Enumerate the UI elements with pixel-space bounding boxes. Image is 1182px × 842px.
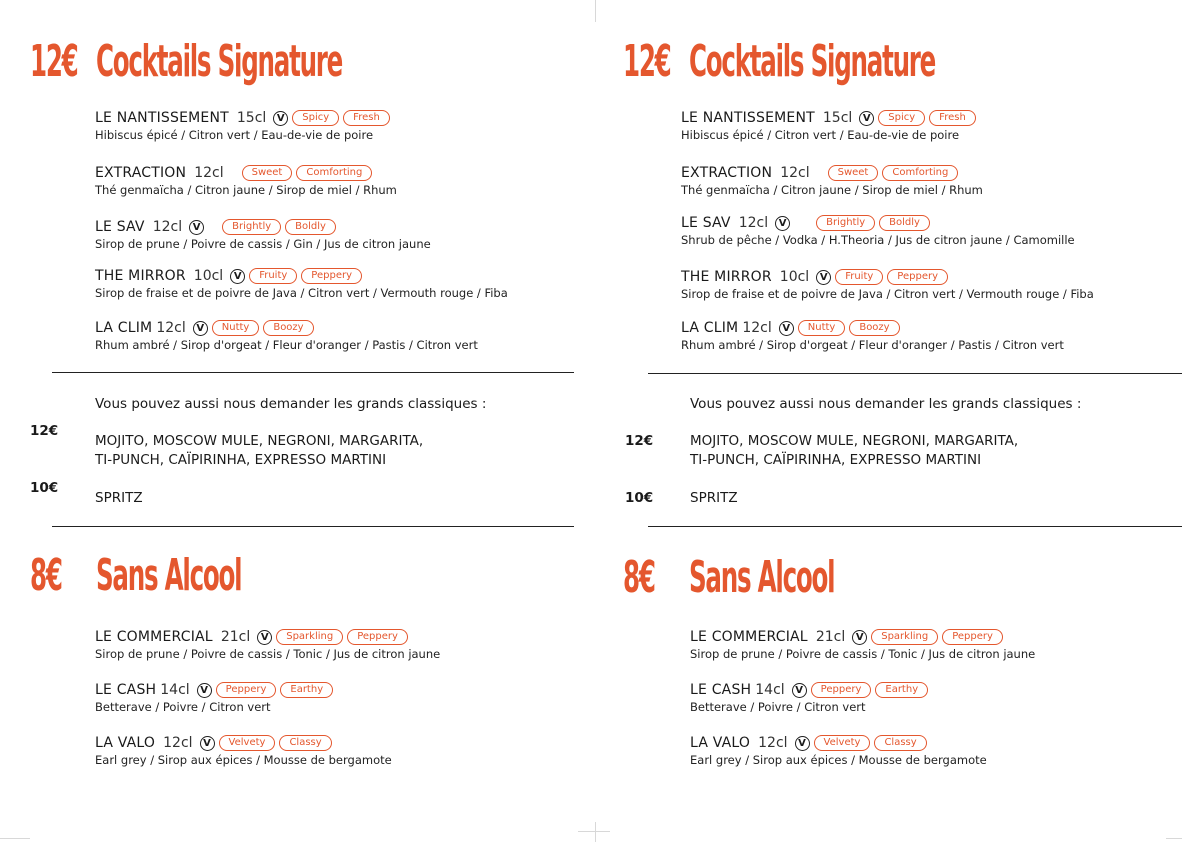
item-ingredients: Shrub de pêche / Vodka / H.Theoria / Jus de citron jaune / Camomille <box>681 233 1075 247</box>
menu-item <box>95 318 478 352</box>
item-ingredients: Sirop de prune / Poivre de cassis / Tonic / Jus de citron jaune <box>95 647 441 661</box>
menu-item <box>681 108 976 142</box>
item-volume: 14cl <box>160 682 190 698</box>
vegan-icon: V <box>257 630 272 645</box>
taste-tag: Peppery <box>216 682 277 698</box>
menu-item <box>95 266 508 300</box>
taste-tag: Sparkling <box>871 629 938 645</box>
menu-item <box>95 217 431 251</box>
classics-list-a-line1: MOJITO, MOSCOW MULE, NEGRONI, MARGARITA, <box>690 433 1019 449</box>
cocktails-heading <box>30 36 493 96</box>
divider <box>648 373 1182 374</box>
taste-tag: Boldly <box>879 215 930 231</box>
item-volume: 12cl <box>780 165 810 181</box>
taste-tag: Sparkling <box>276 629 343 645</box>
taste-tag: Comforting <box>296 165 372 181</box>
item-volume: 10cl <box>193 268 224 284</box>
cocktails-title: Cocktails Signature <box>96 36 343 87</box>
divider <box>648 526 1182 527</box>
item-name: LE CASH <box>690 682 752 698</box>
taste-tag: Boozy <box>849 320 899 336</box>
classics-intro: Vous pouvez aussi nous demander les grands classiques : <box>95 396 487 412</box>
vegan-icon: V <box>200 736 215 751</box>
item-name: LE COMMERCIAL <box>690 629 808 645</box>
classics-price-a: 12€ <box>30 423 59 439</box>
vegan-icon: V <box>792 683 807 698</box>
item-name: THE MIRROR <box>95 268 186 284</box>
menu-item <box>690 627 1035 661</box>
sans-alcool-price: 8€ <box>623 552 655 603</box>
classics-price-a: 12€ <box>625 433 654 449</box>
menu-item <box>95 108 390 142</box>
item-name: LE NANTISSEMENT <box>95 110 229 126</box>
crop-mark <box>0 838 30 839</box>
vegan-icon: V <box>273 111 288 126</box>
item-name: LE CASH <box>95 682 157 698</box>
divider <box>52 372 574 373</box>
menu-item <box>95 627 440 661</box>
item-name: EXTRACTION <box>95 165 187 181</box>
menu-item <box>681 318 1064 352</box>
item-name: LE SAV <box>95 219 145 235</box>
cocktails-heading <box>623 36 1086 96</box>
crop-mark <box>595 822 596 842</box>
item-name: LE COMMERCIAL <box>95 629 213 645</box>
menu-item <box>95 163 397 197</box>
vegan-icon: V <box>230 269 245 284</box>
item-name: LA CLIM <box>681 320 739 336</box>
vegan-icon: V <box>197 683 212 698</box>
item-volume: 21cl <box>815 629 846 645</box>
taste-tag: Comforting <box>882 165 958 181</box>
item-volume: 21cl <box>220 629 251 645</box>
taste-tag: Brightly <box>222 219 281 235</box>
menu-item <box>681 213 1075 247</box>
item-ingredients: Thé genmaïcha / Citron jaune / Sirop de miel / Rhum <box>95 183 397 197</box>
item-ingredients: Earl grey / Sirop aux épices / Mousse de bergamote <box>690 753 987 767</box>
vegan-icon: V <box>189 220 204 235</box>
menu-page-right <box>591 0 1182 842</box>
taste-tag: Fruity <box>835 269 883 285</box>
item-name: LA VALO <box>690 735 751 751</box>
taste-tag: Velvety <box>219 735 276 751</box>
item-volume: 15cl <box>822 110 853 126</box>
taste-tag: Boozy <box>263 320 313 336</box>
vegan-icon: V <box>859 111 874 126</box>
item-volume: 12cl <box>163 735 193 751</box>
menu-item <box>95 733 392 767</box>
item-ingredients: Hibiscus épicé / Citron vert / Eau-de-vie de poire <box>95 128 374 142</box>
vegan-icon: V <box>193 321 208 336</box>
classics-list-a-line1: MOJITO, MOSCOW MULE, NEGRONI, MARGARITA, <box>95 433 424 449</box>
taste-tag: Peppery <box>347 629 408 645</box>
taste-tag: Fruity <box>249 268 297 284</box>
cocktails-title: Cocktails Signature <box>689 36 936 87</box>
taste-tag: Classy <box>279 735 331 751</box>
item-name: LA CLIM <box>95 320 153 336</box>
menu-item <box>681 163 983 197</box>
item-ingredients: Sirop de prune / Poivre de cassis / Gin / Jus de citron jaune <box>95 237 431 251</box>
sans-alcool-heading <box>623 552 923 612</box>
vegan-icon: V <box>775 216 790 231</box>
menu-item <box>690 733 987 767</box>
classics-list-b: SPRITZ <box>690 490 738 506</box>
cocktails-price: 12€ <box>30 36 78 87</box>
item-ingredients: Sirop de fraise et de poivre de Java / Citron vert / Vermouth rouge / Fiba <box>681 287 1094 301</box>
item-name: THE MIRROR <box>681 269 772 285</box>
menu-item <box>681 267 1094 301</box>
item-volume: 15cl <box>236 110 267 126</box>
item-volume: 12cl <box>742 320 772 336</box>
taste-tag: Nutty <box>798 320 846 336</box>
crop-mark <box>1166 838 1182 839</box>
item-volume: 12cl <box>738 215 769 231</box>
classics-list-a-line2: TI-PUNCH, CAÏPIRINHA, EXPRESSO MARTINI <box>95 452 387 468</box>
taste-tag: Peppery <box>811 682 872 698</box>
taste-tag: Peppery <box>942 629 1003 645</box>
taste-tag: Boldly <box>285 219 336 235</box>
item-ingredients: Betterave / Poivre / Citron vert <box>95 700 271 714</box>
taste-tag: Earthy <box>875 682 928 698</box>
taste-tag: Peppery <box>301 268 362 284</box>
taste-tag: Sweet <box>828 165 879 181</box>
item-ingredients: Rhum ambré / Sirop d'orgeat / Fleur d'oranger / Pastis / Citron vert <box>95 338 478 352</box>
classics-price-b: 10€ <box>30 480 59 496</box>
item-name: LE SAV <box>681 215 731 231</box>
vegan-icon: V <box>816 270 831 285</box>
sans-alcool-title: Sans Alcool <box>96 550 242 601</box>
item-volume: 12cl <box>152 219 183 235</box>
item-ingredients: Hibiscus épicé / Citron vert / Eau-de-vie de poire <box>681 128 960 142</box>
item-volume: 12cl <box>156 320 186 336</box>
sans-alcool-title: Sans Alcool <box>689 552 835 603</box>
taste-tag: Fresh <box>343 110 390 126</box>
item-volume: 12cl <box>194 165 224 181</box>
taste-tag: Spicy <box>878 110 925 126</box>
item-ingredients: Earl grey / Sirop aux épices / Mousse de bergamote <box>95 753 392 767</box>
taste-tag: Spicy <box>292 110 339 126</box>
vegan-icon: V <box>795 736 810 751</box>
item-ingredients: Betterave / Poivre / Citron vert <box>690 700 866 714</box>
item-ingredients: Sirop de fraise et de poivre de Java / Citron vert / Vermouth rouge / Fiba <box>95 286 508 300</box>
taste-tag: Fresh <box>929 110 976 126</box>
item-volume: 10cl <box>779 269 810 285</box>
item-name: EXTRACTION <box>681 165 773 181</box>
item-name: LA VALO <box>95 735 156 751</box>
taste-tag: Earthy <box>280 682 333 698</box>
classics-intro: Vous pouvez aussi nous demander les grands classiques : <box>690 396 1082 412</box>
divider <box>52 526 574 527</box>
cocktails-price: 12€ <box>623 36 671 87</box>
taste-tag: Brightly <box>816 215 875 231</box>
item-ingredients: Rhum ambré / Sirop d'orgeat / Fleur d'oranger / Pastis / Citron vert <box>681 338 1064 352</box>
item-volume: 14cl <box>755 682 785 698</box>
menu-item <box>690 680 928 714</box>
vegan-icon: V <box>779 321 794 336</box>
taste-tag: Nutty <box>212 320 260 336</box>
vegan-icon: V <box>852 630 867 645</box>
classics-list-b: SPRITZ <box>95 490 143 506</box>
menu-item <box>95 680 333 714</box>
item-ingredients: Thé genmaïcha / Citron jaune / Sirop de miel / Rhum <box>681 183 983 197</box>
crop-mark <box>595 0 596 22</box>
taste-tag: Classy <box>874 735 926 751</box>
sans-alcool-heading <box>30 550 330 610</box>
taste-tag: Sweet <box>242 165 293 181</box>
crop-mark <box>578 831 610 832</box>
item-name: LE NANTISSEMENT <box>681 110 815 126</box>
taste-tag: Peppery <box>887 269 948 285</box>
sans-alcool-price: 8€ <box>30 550 62 601</box>
item-ingredients: Sirop de prune / Poivre de cassis / Tonic / Jus de citron jaune <box>690 647 1036 661</box>
classics-price-b: 10€ <box>625 490 654 506</box>
item-volume: 12cl <box>758 735 788 751</box>
taste-tag: Velvety <box>814 735 871 751</box>
classics-list-a-line2: TI-PUNCH, CAÏPIRINHA, EXPRESSO MARTINI <box>690 452 982 468</box>
